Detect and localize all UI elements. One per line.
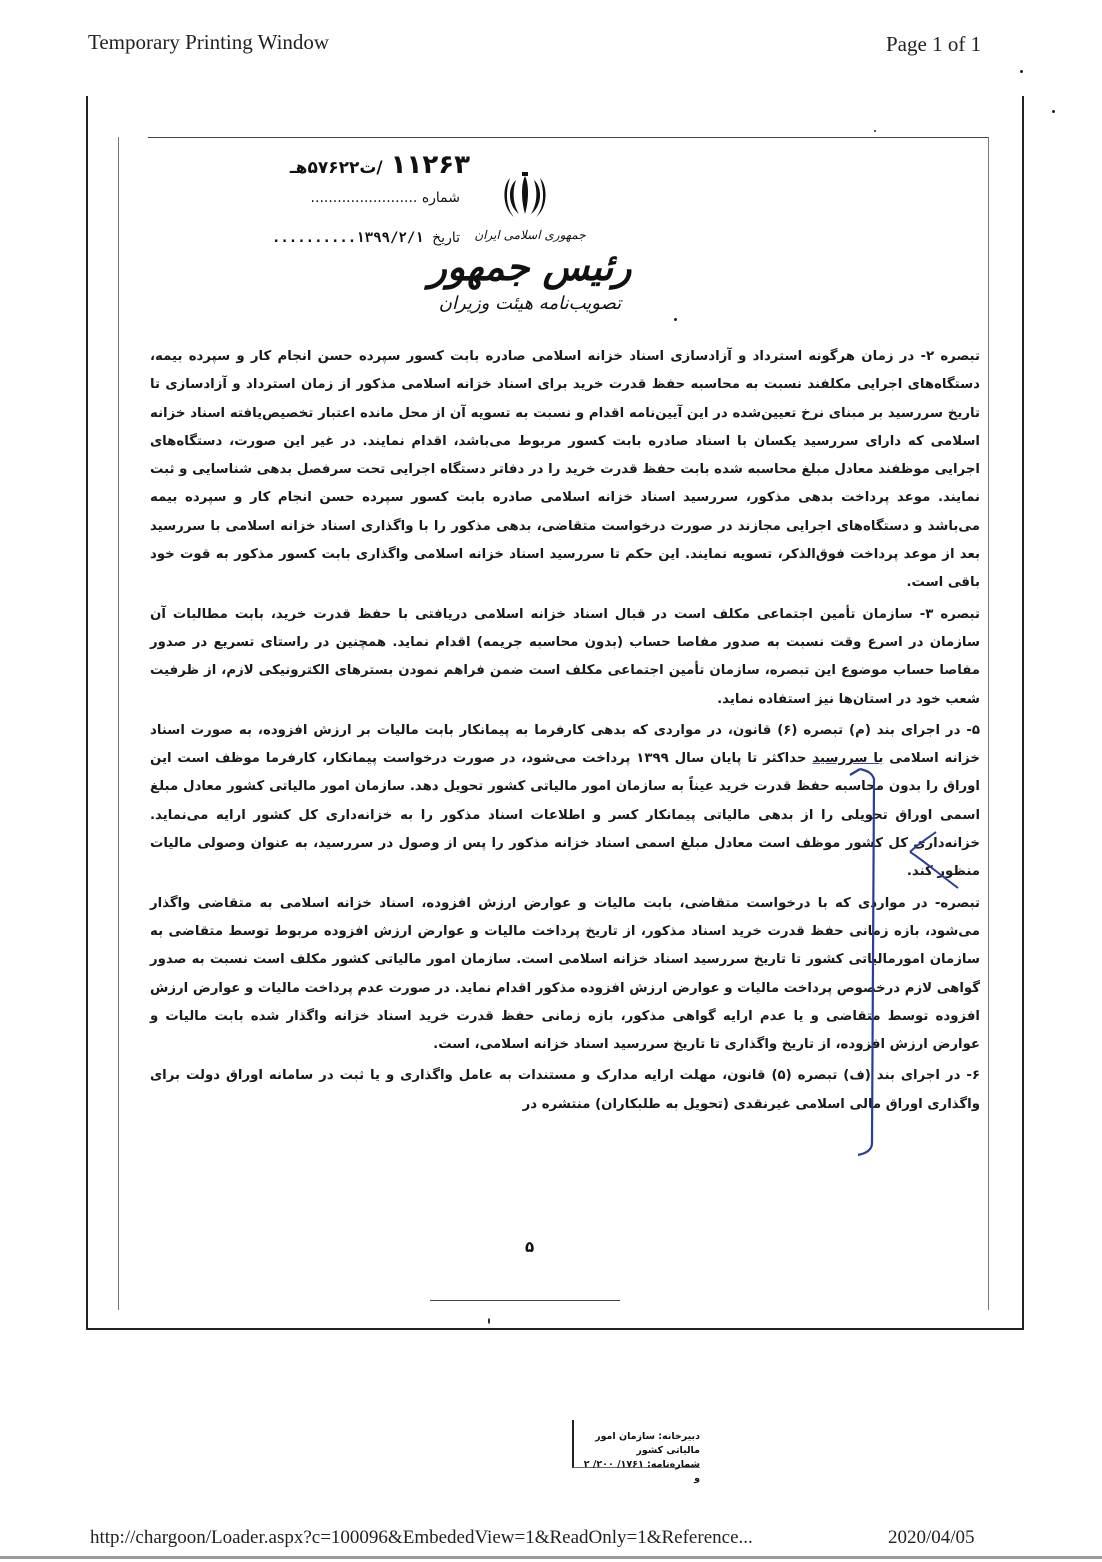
page-bottom-rule (430, 1300, 620, 1301)
letter-number-main: ۱۱۲۶۳ (390, 150, 470, 180)
letter-number (150, 150, 470, 180)
footer-date: 2020/04/05 (888, 1527, 975, 1548)
tarikh-value: ۱۳۹۹/۲/۱.......... (271, 230, 424, 246)
paragraph-text: در اجرای بند (ف) تبصره (۵) قانون، مهلت ارایه مدارک و مستندات به عامل واگذاری و یا ثبت در سامانه اوراق دولت برای واگذاری اوراق مالی اسلامی غیرنقدی (تحویل به طلبکاران) منتشره در (150, 1068, 980, 1112)
stamp-line: دبیرخانه: سازمان امور مالیاتی کشور (595, 1431, 700, 1456)
scan-speck (674, 318, 677, 321)
frame-inner-right-rule (988, 137, 989, 1310)
paragraph-note-3 (150, 601, 980, 714)
scan-speck (874, 130, 876, 132)
window-title: Temporary Printing Window (88, 30, 330, 54)
margin-bracket-mark (838, 765, 878, 1157)
paragraph-text: سازمان تأمین اجتماعی مکلف است در قبال اسناد خزانه اسلامی دریافتی با حفظ قدرت خرید، بابت مطالبات آن سازمان در اسرع وقت نسبت به صدور مفاصا حساب (بدون محاسبه جریمه) اقدام نماید. همچنین در راستای تسریع در صدور مفاصا حساب موضوع این تبصره، سازمان تأمین اجتماعی مکلف است ضمن فراهم نمودن بسترهای الکترونیکی لازم، از ظرفیت شعب خود در استان‌ها نیز استفاده نماید. (150, 606, 980, 707)
scan-speck (1052, 110, 1055, 113)
handwritten-check-icon (906, 830, 966, 890)
scan-speck (488, 1318, 490, 1324)
paragraph-lead: تبصره- (927, 895, 981, 911)
stamp-line: شماره‌نامه: ۱۷۶۱/ ۲۰۰/ ۲ و (583, 1459, 700, 1484)
page-indicator: Page 1 of 1 (886, 32, 982, 56)
footer-url: http://chargoon/Loader.aspx?c=100096&EmbededView=1&ReadOnly=1&Reference... (90, 1527, 753, 1548)
frame-inner-left-rule (118, 137, 119, 1310)
paragraph-text: در زمان هرگونه استرداد و آزادسازی اسناد خزانه اسلامی صادره بابت کسور سپرده حسن انجام کار و سپرده بیمه، دستگاه‌های اجرایی مکلفند نسبت به محاسبه حفظ قدرت خرید برای اسناد خزانه اسلامی مذکور از زمان استرداد و آزادسازی تا تاریخ سررسید بر مبنای نرخ تعیین‌شده در این آیین‌نامه اقدام و نسبت به تسویه آن از محل مانده اعتبار تخصیص‌یافته اسناد خزانه اسلامی که دارای سررسید یکسان با اسناد صادره بابت کسور مربوط می‌باشد، اقدام نمایند. در غیر این صورت، دستگاه‌های اجرایی موظفند معادل مبلغ محاسبه شده بابت حفظ قدرت خرید را در دفاتر دستگاه اجرایی تحت سرفصل بدهی شناسایی و ثبت نمایند. موعد پرداخت بدهی مذکور، سررسید اسناد خزانه اسلامی صادره بابت کسور سپرده حسن انجام کار و سپرده بیمه می‌باشد و دستگاه‌های اجرایی مجازند در صورت درخواست متقاضی، بدهی مذکور را با واگذاری اسناد خزانه اسلامی با سررسید بعد از موعد پرداخت فوق‌الذکر، تسویه نمایند. این حکم تا سررسید اسناد خزانه اسلامی واگذاری بابت کسور مذکور به قوت خود باقی است. (150, 349, 980, 591)
paragraph-lead: ۵- (960, 722, 980, 738)
frame-top-rule (148, 137, 988, 138)
paragraph-text: در اجرای بند (م) تبصره (۶) قانون، در مواردی که بدهی کارفرما به پیمانکار بابت مالیات بر ارزش افزوده، به صورت اسناد خزانه اسلامی (150, 722, 980, 767)
president-title: رئیس جمهور (428, 244, 632, 289)
scan-speck (1020, 70, 1023, 73)
secretariat-stamp (572, 1420, 700, 1484)
paragraph-note-2 (150, 343, 980, 598)
paragraph-lead: ۶- (960, 1068, 980, 1084)
shomare-value: ........................ (310, 190, 418, 206)
shomare-field (210, 190, 460, 206)
national-emblem-icon (500, 170, 550, 222)
underlined-phrase: با سررسید (812, 751, 884, 767)
paragraph-lead: تبصره ۲- (914, 349, 980, 364)
letter-number-ref: /ت۵۷۶۲۲هـ (289, 158, 383, 178)
paragraph-text: حداکثر تا پایان سال ۱۳۹۹ پرداخت می‌شود، در صورت درخواست پیمانکار، کارفرما موظف است این اوراق را بدون محاسبه حفظ قدرت خرید عیناً به سازمان امور مالیاتی کشور تحویل دهد. سازمان امور مالیاتی کشور معادل مبلغ اسمی اوراق تحویلی را از بدهی مالیاتی پیمانکار کسر و اطلاعات اسناد مذکور را به خزانه‌داری کل کشور ارایه می‌نماید. خزانه‌داری کل کشور موظف است معادل مبلغ اسمی اسناد خزانه مذکور را پس از وصول در سررسید، به عنوان وصولی مالیات منظور کند. (150, 751, 980, 880)
republic-label: جمهوری اسلامی ایران (474, 228, 586, 242)
paragraph-text: در مواردی که با درخواست متقاضی، بابت مالیات و عوارض ارزش افزوده، اسناد خزانه اسلامی به متقاضی واگذار می‌شود، بازه زمانی حفظ قدرت خرید اسناد مذکور، از تاریخ پرداخت مالیات و عوارض ارزش افزوده مربوط توسط متقاضی به سازمان امورمالیاتی کشور تا تاریخ سررسید اسناد خزانه اسلامی است. سازمان امور مالیاتی کشور مکلف است نسبت به صدور گواهی لازم درخصوص پرداخت مالیات و عوارض ارزش افزوده مذکور اقدام نماید. در صورت عدم پرداخت مالیات و عوارض ارزش افزوده توسط متقاضی و یا عدم ارایه گواهی مذکور، بازه زمانی حفظ قدرت خرید اسناد خزانه واگذار شده بابت مالیات و عوارض ارزش افزوده، از تاریخ واگذاری تا تاریخ سررسید اسناد خزانه اسلامی، است. (150, 895, 980, 1053)
page-number: ۵ (525, 1238, 535, 1256)
paragraph-lead: تبصره ۳- (912, 606, 980, 622)
cabinet-approval-label: تصویب‌نامه هیئت وزیران (438, 293, 622, 314)
tarikh-label: تاریخ (432, 230, 460, 246)
shomare-label: شماره (421, 190, 460, 206)
footer-rule (0, 1556, 1102, 1559)
letterhead-title (380, 228, 680, 314)
